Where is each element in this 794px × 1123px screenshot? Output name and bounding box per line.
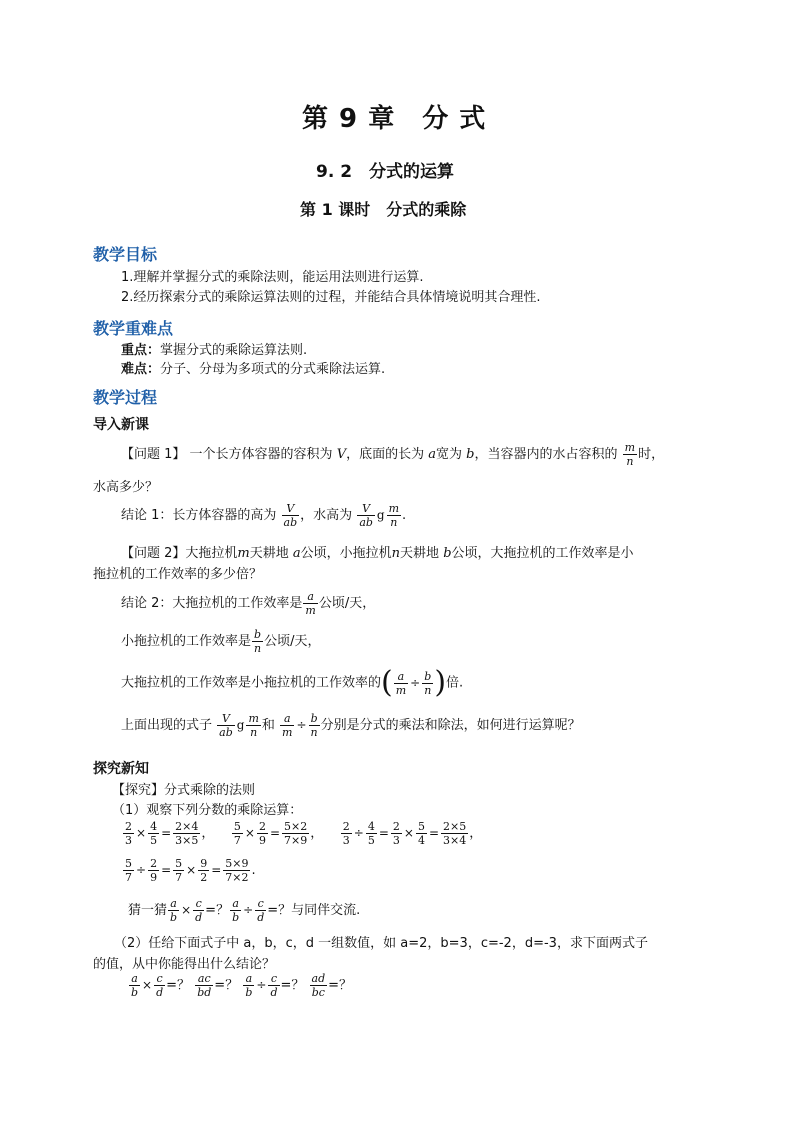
intro-heading: 导入新课: [93, 417, 149, 433]
fraction-example-row-1: $\frac{2}{3}$ × $\frac{4}{5}$ = $\frac{2\times 4}{3\times 5}$ ， $\frac{5}{7}$ × $\frac{2}{9}$ = $\frac{5\times 2}{7\times 9}$ ， $\frac{2}{3}$ ÷ $\frac{4}{5}$ = $\frac{2}{3}$ × $\frac{5}{4}$ = $\frac{2\times 5}{3\times 4}$ ，: [125, 820, 483, 847]
fraction-v-over-ab: $\frac{V}{ab}$: [359, 502, 373, 529]
fraction-v-over-ab: $\frac{V}{ab}$: [283, 502, 298, 529]
difficult-label: 难点：: [121, 362, 161, 377]
explore-step-2: （2）任给下面式子中 a，b，c，d 一组数值，如 a=2，b=3，c=-2，d=-3，求下面两式子: [114, 936, 648, 951]
explore-title: 【探究】分式乘除的法则: [112, 783, 256, 798]
conclusion-2: 结论 2：大拖拉机的工作效率是 $\frac{a}{m}$ 公顷/天，: [121, 590, 376, 617]
chapter-title: 第 9 章 分 式: [302, 104, 487, 134]
question-1-line-2: 水高多少？: [93, 480, 159, 495]
explore-step-2-line-2: 的值，从中你能得出什么结论？: [93, 957, 276, 972]
fraction-m-over-n: $\frac{m}{n}$: [388, 502, 400, 529]
guess-line: 猜一猜 $\frac{a}{b}$ × $\frac{c}{d}$ =？ $\frac{a}{b}$ ÷ $\frac{c}{d}$ =？与同伴交流.: [128, 897, 361, 924]
fraction-example-row-2: $\frac{5}{7}$ ÷ $\frac{2}{9}$ = $\frac{5}{7}$ × $\frac{9}{2}$ = $\frac{5\times 9}{7\times 2}$ .: [125, 857, 256, 884]
process-heading: 教学过程: [93, 388, 158, 407]
goal-item-1: 1.理解并掌握分式的乘除法则，能运用法则进行运算.: [121, 270, 424, 285]
lesson-title: 第 1 课时 分式的乘除: [300, 200, 467, 219]
conclusion-2-line-3: 大拖拉机的工作效率是小拖拉机的工作效率的( $\frac{a}{m}$ ÷ $\frac{b}{n}$ )倍.: [121, 665, 464, 700]
fraction-a-over-m: $\frac{a}{m}$: [305, 590, 316, 617]
goal-item-2: 2.经历探索分式的乘除运算法则的过程，并能结合具体情境说明其合理性.: [121, 290, 541, 305]
fraction-m-over-n: $\frac{m}{n}$: [624, 441, 636, 468]
section-title: 9. 2 分式的运算: [316, 162, 455, 182]
question-2: 【问题 2】大拖拉机m天耕地 a公顷，小拖拉机n天耕地 b公顷，大拖拉机的工作效率是小: [121, 546, 634, 561]
difficult-text: 分子、分母为多项式的分式乘除法运算.: [160, 362, 386, 377]
key-point: [121, 339, 307, 358]
conclusion-1: 结论 1：长方体容器的高为 $\frac{V}{ab}$ ，水高为 $\frac{V}{ab}$ g $\frac{m}{n}$ .: [121, 502, 407, 529]
fraction-b-over-n: $\frac{b}{n}$: [254, 628, 262, 655]
conclusion-2-line-2: 小拖拉机的工作效率是 $\frac{b}{n}$ 公顷/天，: [121, 628, 321, 655]
goals-heading: 教学目标: [93, 245, 158, 264]
final-expressions: $\frac{a}{b}$ × $\frac{c}{d}$ =？ $\frac{ac}{bd}$ =？ $\frac{a}{b}$ ÷ $\frac{c}{d}$ =？ $\frac{ad}{bc}$ =？: [131, 972, 353, 999]
keypoints-heading: 教学重难点: [93, 319, 174, 338]
difficult-point: [121, 358, 385, 377]
question-2-line-2: 拖拉机的工作效率的多少倍？: [93, 567, 263, 582]
question-1: 【问题 1】 一个长方体容器的容积为 V，底面的长为 a宽为 b，当容器内的水占容积的 $\frac{m}{n}$ 时，: [121, 441, 665, 468]
summary-line: 上面出现的式子 $\frac{V}{ab}$ g $\frac{m}{n}$ 和 $\frac{a}{m}$ ÷ $\frac{b}{n}$ 分别是分式的乘法和除法，如何进行运算呢？: [121, 712, 581, 739]
key-label: 重点：: [121, 343, 161, 358]
explore-heading: 探究新知: [93, 761, 149, 777]
explore-step-1: （1）观察下列分数的乘除运算：: [112, 803, 303, 818]
key-text: 掌握分式的乘除运算法则.: [160, 343, 308, 358]
